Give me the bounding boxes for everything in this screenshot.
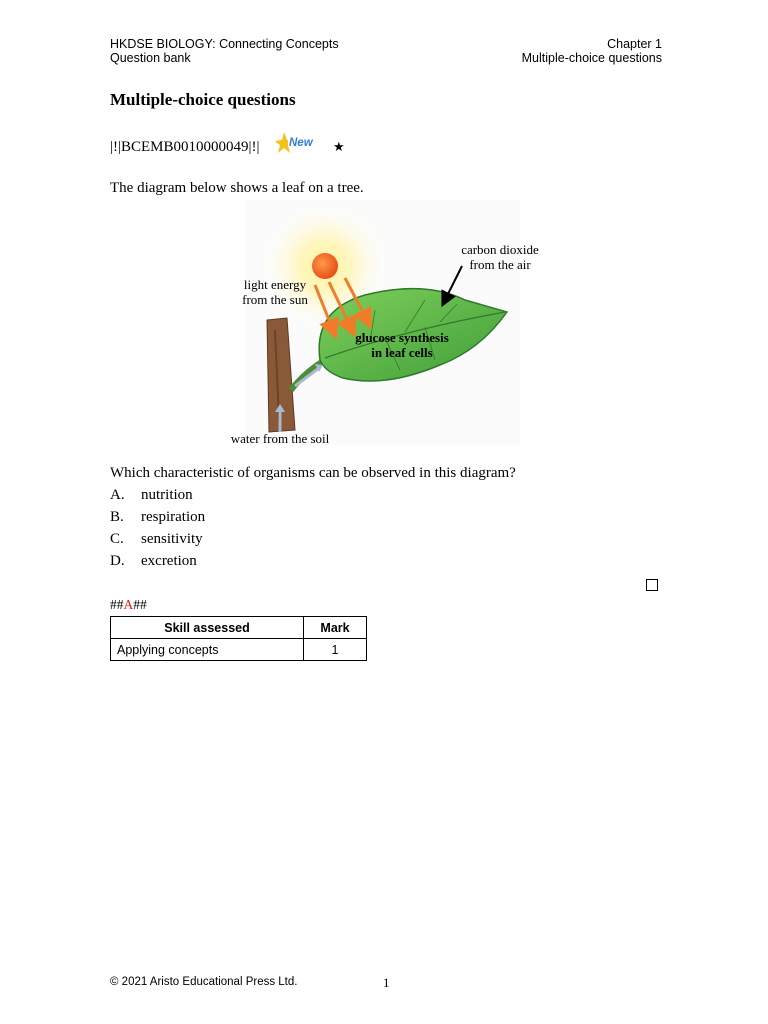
table-header-row (111, 617, 367, 639)
header-mark: Mark (304, 617, 367, 639)
new-badge (276, 130, 324, 161)
new-badge-text: New (289, 137, 313, 149)
answer-checkbox[interactable] (646, 579, 658, 591)
book-title: HKDSE BIOLOGY: Connecting Concepts (110, 37, 339, 51)
leaf-diagram-image (225, 200, 525, 450)
question-id: |!|BCEMB0010000049|!| (110, 139, 260, 155)
option-letter: A. (110, 487, 125, 503)
option-text: nutrition (141, 487, 193, 503)
sun-icon (312, 253, 338, 279)
label-glucose-line1: glucose synthesis (355, 330, 449, 345)
table-row (111, 639, 367, 661)
book-subtitle: Question bank (110, 51, 191, 65)
option-a[interactable] (110, 487, 205, 509)
label-co2-line2: from the air (469, 257, 531, 272)
chapter-label: Chapter 1 (607, 37, 662, 51)
answer-key (110, 597, 147, 613)
question-intro: The diagram below shows a leaf on a tree. (110, 180, 364, 196)
label-glucose-line2: in leaf cells (371, 345, 433, 360)
option-letter: C. (110, 531, 124, 547)
new-badge-icon (276, 130, 324, 156)
option-letter: D. (110, 553, 125, 569)
label-light-line1: light energy (243, 277, 307, 292)
label-carbon-dioxide (450, 242, 550, 272)
options-list (110, 487, 205, 575)
answer-prefix: ## (110, 597, 124, 612)
option-b[interactable] (110, 509, 205, 531)
option-d[interactable] (110, 553, 205, 575)
leaf-diagram (225, 200, 539, 450)
label-water: water from the soil (230, 431, 330, 446)
question-text: Which characteristic of organisms can be observed in this diagram? (110, 465, 516, 481)
answer-suffix: ## (133, 597, 147, 612)
option-c[interactable] (110, 531, 205, 553)
copyright: © 2021 Aristo Educational Press Ltd. (110, 976, 298, 988)
star-icon: ★ (333, 139, 345, 154)
skill-cell: Applying concepts (111, 639, 304, 661)
header-right (522, 37, 662, 65)
answer-letter: A (123, 597, 134, 612)
option-text: sensitivity (141, 531, 203, 547)
skills-table (110, 616, 367, 661)
label-co2-line1: carbon dioxide (461, 242, 539, 257)
option-text: respiration (141, 509, 206, 525)
mark-cell: 1 (304, 639, 367, 661)
label-light-line2: from the sun (242, 292, 308, 307)
option-text: excretion (141, 553, 197, 569)
option-letter: B. (110, 509, 124, 525)
section-label: Multiple-choice questions (521, 51, 662, 65)
header-skill: Skill assessed (111, 617, 304, 639)
label-light-energy (230, 277, 320, 307)
label-glucose-synthesis (342, 330, 462, 360)
page-title: Multiple-choice questions (110, 90, 296, 109)
page-number: 1 (383, 975, 390, 990)
header-left (110, 37, 339, 65)
